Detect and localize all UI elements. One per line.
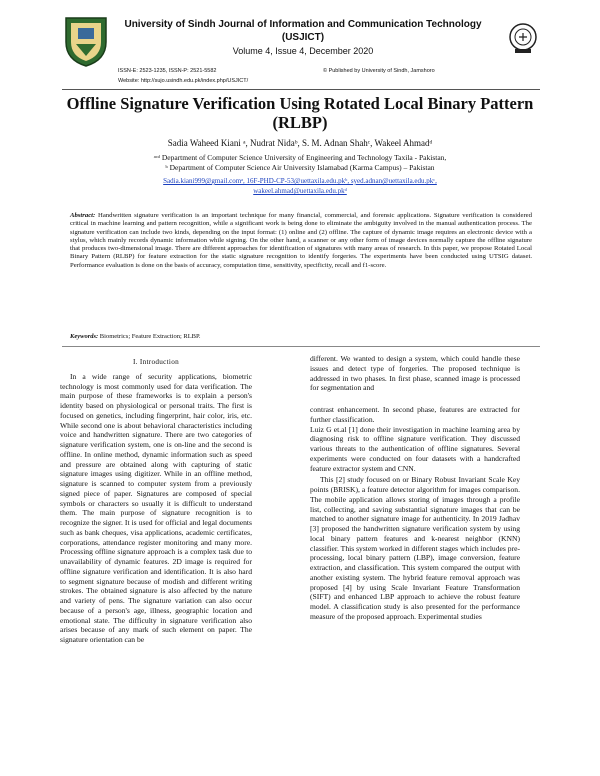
affiliation-2: ᵇ Department of Computer Science Air University Islamabad (Karma Campus) – Pakistan (165, 163, 435, 172)
header-rule (62, 89, 540, 90)
abstract-text: Handwritten signature verification is an important technique for many financial, commercial, and forensic applications. Signature verification is considered critical in machine learning and pattern recognition, while a significant work is being done to eliminate the ambiguity involved in the manual authentication process. The signature verification can include two kinds, depending on the input format: (1) online and (2) offline. The capture of dynamic image requires an electronic device with a stylus, which mainly records dynamic information while signing. On the other hand, a scanner or any other form of image devices normally capture the offline signature that produces two-dimensional image. There are different approaches for identification of signatures with many areas of research. In this paper, we propose Rotated Local Binary Pattern (RLBP) for feature extraction for the static signature recognition to identify forgeries. The experiments have been conducted using UTSIG dataset. Performance evaluation is done on the basis of accuracy, computation time, sensitivity, specificity, recall and f1-score. (70, 212, 532, 269)
publisher-note: © Published by University of Sindh, Jamshoro (323, 68, 435, 74)
right-paragraph-3: Luiz G et.al [1] done their investigation in machine learning area by diagnosing risk to offline signature verification. They discussed various threats to the authentication of offline signatures. Several experiments were conducted on four datasets with a handcrafted feature extractor system and CNN. (310, 424, 520, 473)
abstract-label: Abstract: (70, 212, 96, 219)
right-paragraph-2: contrast enhancement. In second phase, features are extracted for further classification. (310, 405, 520, 424)
section-heading: I. Introduction (132, 358, 180, 366)
right-paragraph-1: different. We wanted to design a system, which could handle these issues and detect type of forgeries. The proposed technique is addressed in two phases. In first phase, scanned image is processed for segmentation and (310, 354, 520, 393)
right-column (310, 354, 520, 622)
keywords (70, 333, 532, 340)
abstract (70, 212, 532, 270)
journal-issn: ISSN-E: 2523-1235, ISSN-P: 2521-5582 (118, 68, 217, 74)
university-crest-logo (62, 14, 110, 68)
journal-website[interactable]: Website: http://sujo.usindh.edu.pk/index.php/USJICT/ (118, 78, 249, 84)
journal-name: University of Sindh Journal of Information and Communication Technology (USJICT) (118, 18, 488, 44)
affiliation-1: ᵃᶜᵈ Department of Computer Science University of Engineering and Technology Taxila - Pakistan, (153, 153, 447, 162)
paper-title: Offline Signature Verification Using Rotated Local Binary Pattern (RLBP) (66, 94, 534, 132)
journal-abbr: (USJICT) (281, 32, 325, 43)
right-paragraph-4: This [2] study focused on or Binary Robust Invariant Scale Key points (BRISK), a feature detector algorithm for images comparison. The mobile application allows storing of images through a profile list, collecting, and saving substantial signature images that can be matched to another signature image for authenticity. In 2019 Jadhav [3] proposed the handwritten signature verification system by using local binary pattern features and k-nearest neighbor (KNN) classifier. This system worked in different stages which includes pre- processing, local binary pattern (LBP), image conversion, feature extraction, and classification. This system compared the output with another existing system. The hybrid feature removal approach was proposed [4] by using Scale Invariant Feature Transformation (SIFT) and enhanced LBP approach to achieve the robust feature model. A classification study is also presented for the performance measure of the proposed approach. Experimental studies (310, 475, 520, 621)
creative-commons-seal-icon (508, 22, 538, 54)
journal-volume: Volume 4, Issue 4, December 2020 (232, 46, 374, 56)
left-column (60, 358, 252, 645)
author-emails-2[interactable]: wakeel.ahmad@uettaxila.edu.pkᵈ (253, 187, 347, 195)
author-emails-1[interactable]: Sadia.kiani999@gmail.comᵃ, 16F-PHD-CP-53@uettaxila.edu.pkᵇ, syed.adnan@uettaxila.edu.pkᶜ, (163, 177, 437, 185)
keywords-label: Keywords: (70, 333, 99, 340)
intro-paragraph: In a wide range of security applications, biometric technology is most commonly used for data verification. The main purpose of these frameworks is to explain a person's identity based on physiological or personal traits. The first is focused on genetics, including fingerprint, hair color, iris, etc. While second one is about behavioral characteristics including voice and handwritten signature. There are two categories of signature verification system, one is on-line and the second is offline. In online method, dynamic information such as speed and pressure are obtained along with capturing of static signature images using digitizer. While in an offline method, signature is scanned to computer system from a previously signed piece of paper. Signatures are composed of special symbols or characters so usually it is difficult to understand them. The main purpose of signature recognition is to recognize the signer. It is used for official and legal documents such as bank cheques, visa applications, academic certificates, corporations, attendance register monitoring and many more. Processing offline signature approach is a complex task due to unavailability of dynamic features. 2D image is required for offline signature verification and identification. It is also hard to segment signature because of modish and different writing strokes. The obtained signature is also affected by the nature and variety of pens. The signature variation can also occur because of a person's age, illness, geographic location and emotional state. The difficulty in signature verification also arises because of any mark of such element on paper. The signature orientation can be (60, 371, 252, 644)
author-list: Sadia Waheed Kiani ᵃ, Nudrat Nidaᵇ, S. M. Adnan Shahᶜ, Wakeel Ahmadᵈ (167, 138, 433, 148)
keywords-text: Biometrics; Feature Extraction; RLBP. (99, 333, 201, 340)
abstract-rule (62, 346, 540, 347)
